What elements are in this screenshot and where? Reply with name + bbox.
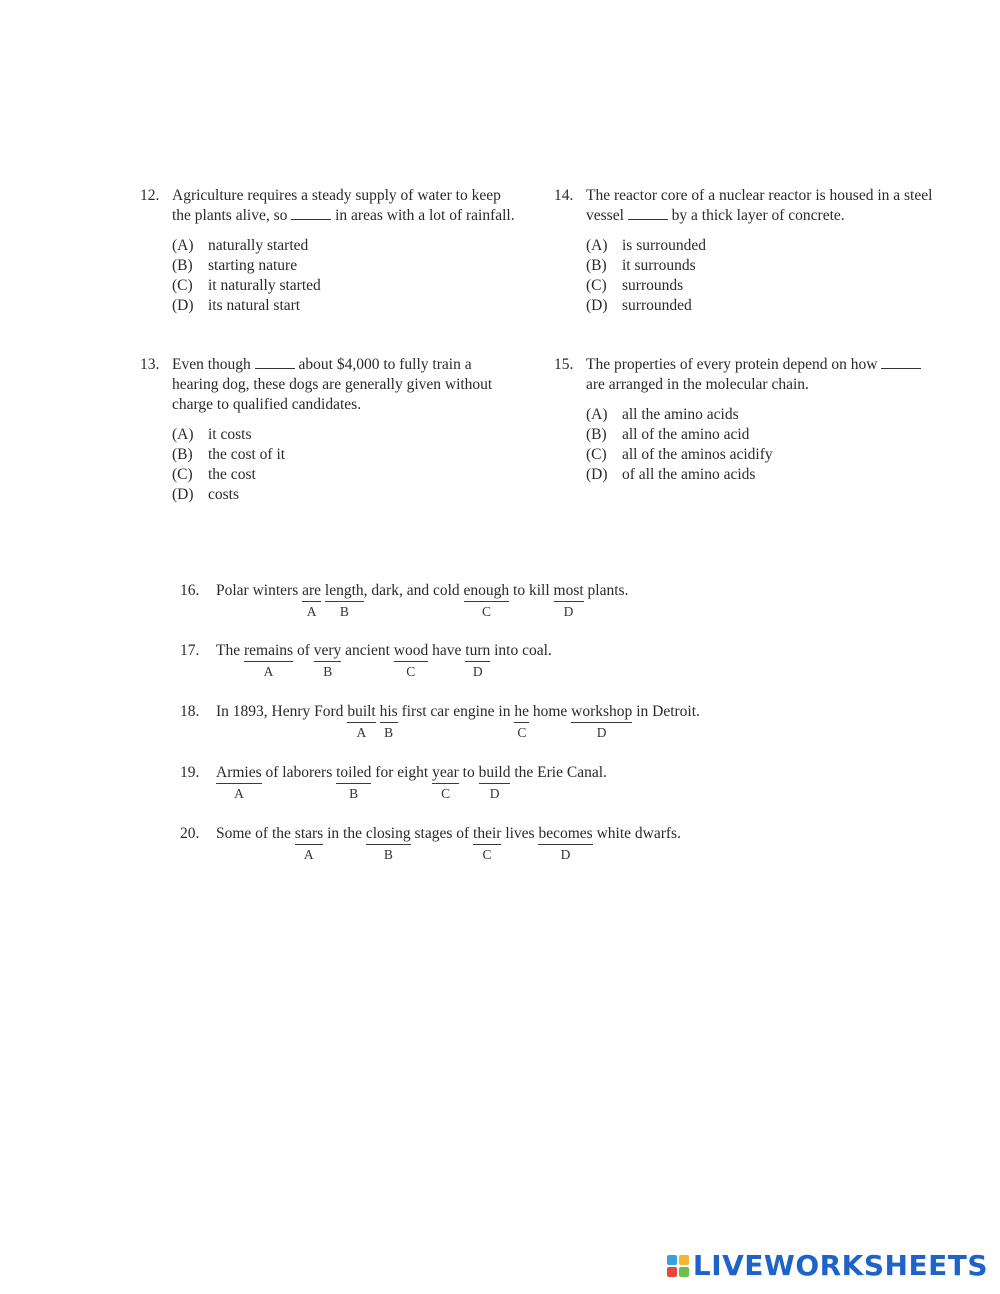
sentence-text: in Detroit. bbox=[632, 703, 700, 720]
underlined-option-b bbox=[379, 703, 398, 740]
option: (D) of all the amino acids bbox=[586, 466, 756, 483]
sentence-text: The bbox=[216, 642, 244, 659]
option: (A) is surrounded bbox=[586, 237, 706, 254]
sentence-text: to kill bbox=[509, 582, 554, 599]
sentence-text: Polar winters bbox=[216, 582, 303, 599]
sentence-text: in the bbox=[323, 825, 366, 842]
option-letter-a: A bbox=[303, 847, 314, 862]
item-number: 17. bbox=[180, 642, 200, 659]
option-letter-c: C bbox=[482, 604, 492, 619]
underlined-word: Armies bbox=[216, 764, 262, 781]
question-number: 14. bbox=[554, 187, 574, 204]
question-stem: Even though about $4,000 to fully train a hearing dog, these dogs are generally given without charge to qualified candidates. bbox=[172, 356, 493, 413]
option: (B) starting nature bbox=[172, 257, 298, 274]
question-13 bbox=[140, 355, 520, 505]
underlined-option-c bbox=[473, 825, 502, 862]
underlined-option-b bbox=[365, 825, 411, 862]
underlined-word: remains bbox=[243, 642, 294, 659]
item-number: 18. bbox=[180, 703, 200, 720]
option-letter-c: C bbox=[441, 786, 451, 801]
logo-cell bbox=[667, 1255, 677, 1265]
option-letter-c: C bbox=[517, 725, 527, 740]
underlined-word: stars bbox=[294, 825, 324, 842]
option-letter-b: B bbox=[383, 847, 393, 862]
option: (C) surrounds bbox=[586, 277, 684, 294]
question-14 bbox=[554, 186, 934, 316]
item-sentence bbox=[216, 582, 629, 619]
logo-grid-icon bbox=[667, 1255, 689, 1277]
error-item-18 bbox=[180, 703, 900, 751]
option-letter-d: D bbox=[563, 604, 574, 619]
underlined-word: closing bbox=[365, 825, 411, 842]
sentence-text: for eight bbox=[371, 764, 433, 781]
underlined-option-d bbox=[465, 642, 491, 679]
item-number: 19. bbox=[180, 764, 200, 781]
sentence-text: Some of the bbox=[216, 825, 295, 842]
option-letter-a: A bbox=[234, 786, 244, 801]
sentence-text: lives bbox=[501, 825, 539, 842]
underlined-option-a bbox=[243, 642, 294, 679]
question-number: 15. bbox=[554, 356, 574, 373]
option-letter-b: B bbox=[384, 725, 394, 740]
underlined-option-c bbox=[514, 703, 529, 740]
underlined-word: he bbox=[514, 703, 529, 720]
options-list bbox=[172, 236, 520, 316]
option: (B) all of the amino acid bbox=[586, 426, 750, 443]
option-letter-b: B bbox=[349, 786, 359, 801]
option-letter-a: A bbox=[356, 725, 367, 740]
underlined-option-a bbox=[347, 703, 376, 740]
sentence-text: white dwarfs. bbox=[592, 825, 681, 842]
option-letter-a: A bbox=[306, 604, 317, 619]
underlined-option-c bbox=[393, 642, 429, 679]
answer-blank bbox=[628, 207, 668, 220]
underlined-word: build bbox=[478, 764, 511, 781]
options-list bbox=[586, 405, 934, 485]
underlined-word: his bbox=[379, 703, 398, 720]
underlined-word: enough bbox=[463, 582, 510, 599]
option: (A) naturally started bbox=[172, 237, 309, 254]
sentence-text: of bbox=[293, 642, 314, 659]
option-letter-d: D bbox=[596, 725, 607, 740]
underlined-option-d bbox=[553, 582, 584, 619]
logo-cell bbox=[667, 1267, 677, 1277]
option: (A) all the amino acids bbox=[586, 406, 739, 423]
option-letter-d: D bbox=[560, 847, 571, 862]
option-letter-d: D bbox=[472, 664, 483, 679]
option: (C) it naturally started bbox=[172, 277, 321, 294]
option: (C) all of the aminos acidify bbox=[586, 446, 773, 463]
underlined-word: year bbox=[432, 764, 459, 781]
underlined-option-c bbox=[432, 764, 459, 801]
underlined-option-a bbox=[302, 582, 322, 619]
underlined-option-d bbox=[478, 764, 511, 801]
answer-blank bbox=[255, 356, 295, 369]
error-item-17 bbox=[180, 642, 900, 690]
logo-text: LIVEWORKSHEETS bbox=[692, 1249, 988, 1282]
answer-blank bbox=[291, 207, 331, 220]
question-stem: The reactor core of a nuclear reactor is housed in a steel vessel by a thick layer of concrete. bbox=[586, 187, 933, 224]
item-sentence bbox=[216, 764, 607, 801]
error-item-20 bbox=[180, 825, 900, 873]
underlined-word: turn bbox=[465, 642, 491, 659]
sentence-text: home bbox=[528, 703, 572, 720]
option: (B) the cost of it bbox=[172, 446, 286, 463]
underlined-word: workshop bbox=[571, 703, 633, 720]
error-item-19 bbox=[180, 764, 900, 812]
option-letter-b: B bbox=[339, 604, 349, 619]
underlined-option-d bbox=[571, 703, 633, 740]
underlined-word: built bbox=[347, 703, 376, 720]
item-number: 20. bbox=[180, 825, 200, 842]
underlined-option-a bbox=[216, 764, 262, 801]
underlined-option-b bbox=[313, 642, 342, 679]
item-sentence bbox=[216, 825, 681, 862]
option: (B) it surrounds bbox=[586, 257, 696, 274]
option: (A) it costs bbox=[172, 426, 252, 443]
options-list bbox=[586, 236, 934, 316]
option: (D) its natural start bbox=[172, 297, 301, 314]
underlined-word: are bbox=[302, 582, 322, 599]
underlined-word: their bbox=[473, 825, 502, 842]
option: (C) the cost bbox=[172, 466, 256, 483]
error-item-16 bbox=[180, 582, 900, 630]
underlined-word: becomes bbox=[538, 825, 593, 842]
sentence-text: plants. bbox=[583, 582, 629, 599]
sentence-text: into coal. bbox=[490, 642, 552, 659]
underlined-option-c bbox=[463, 582, 510, 619]
question-stem: Agriculture requires a steady supply of water to keep the plants alive, so in areas with a lot of rainfall. bbox=[172, 187, 515, 224]
question-number: 13. bbox=[140, 356, 160, 373]
underlined-word: length bbox=[324, 582, 364, 599]
underlined-word: toiled bbox=[336, 764, 372, 781]
option-letter-c: C bbox=[482, 847, 492, 862]
sentence-text: to bbox=[458, 764, 479, 781]
item-sentence bbox=[216, 642, 552, 679]
sentence-text: have bbox=[428, 642, 466, 659]
underlined-option-b bbox=[336, 764, 372, 801]
sentence-text: the Erie Canal. bbox=[510, 764, 607, 781]
option: (D) costs bbox=[172, 486, 239, 503]
underlined-option-d bbox=[538, 825, 593, 862]
answer-blank bbox=[881, 356, 921, 369]
liveworksheets-logo bbox=[667, 1249, 988, 1282]
underlined-word: very bbox=[313, 642, 342, 659]
option-letter-d: D bbox=[489, 786, 500, 801]
sentence-text: stages of bbox=[410, 825, 474, 842]
question-12 bbox=[140, 186, 520, 316]
item-sentence bbox=[216, 703, 700, 740]
sentence-text: In 1893, Henry Ford bbox=[216, 703, 348, 720]
underlined-option-a bbox=[294, 825, 324, 862]
logo-cell bbox=[679, 1255, 689, 1265]
sentence-text: of laborers bbox=[261, 764, 337, 781]
underlined-option-b bbox=[324, 582, 364, 619]
options-list bbox=[172, 425, 520, 505]
sentence-text: , dark, and cold bbox=[363, 582, 464, 599]
option-letter-c: C bbox=[406, 664, 416, 679]
question-stem: The properties of every protein depend on how are arranged in the molecular chain. bbox=[586, 355, 934, 395]
sentence-text: first car engine in bbox=[397, 703, 515, 720]
question-15 bbox=[554, 355, 934, 485]
sentence-text: ancient bbox=[341, 642, 394, 659]
option-letter-b: B bbox=[323, 664, 333, 679]
option-letter-a: A bbox=[263, 664, 274, 679]
option: (D) surrounded bbox=[586, 297, 692, 314]
underlined-word: wood bbox=[393, 642, 429, 659]
underlined-word: most bbox=[553, 582, 584, 599]
item-number: 16. bbox=[180, 582, 200, 599]
logo-cell bbox=[679, 1267, 689, 1277]
question-number: 12. bbox=[140, 187, 160, 204]
